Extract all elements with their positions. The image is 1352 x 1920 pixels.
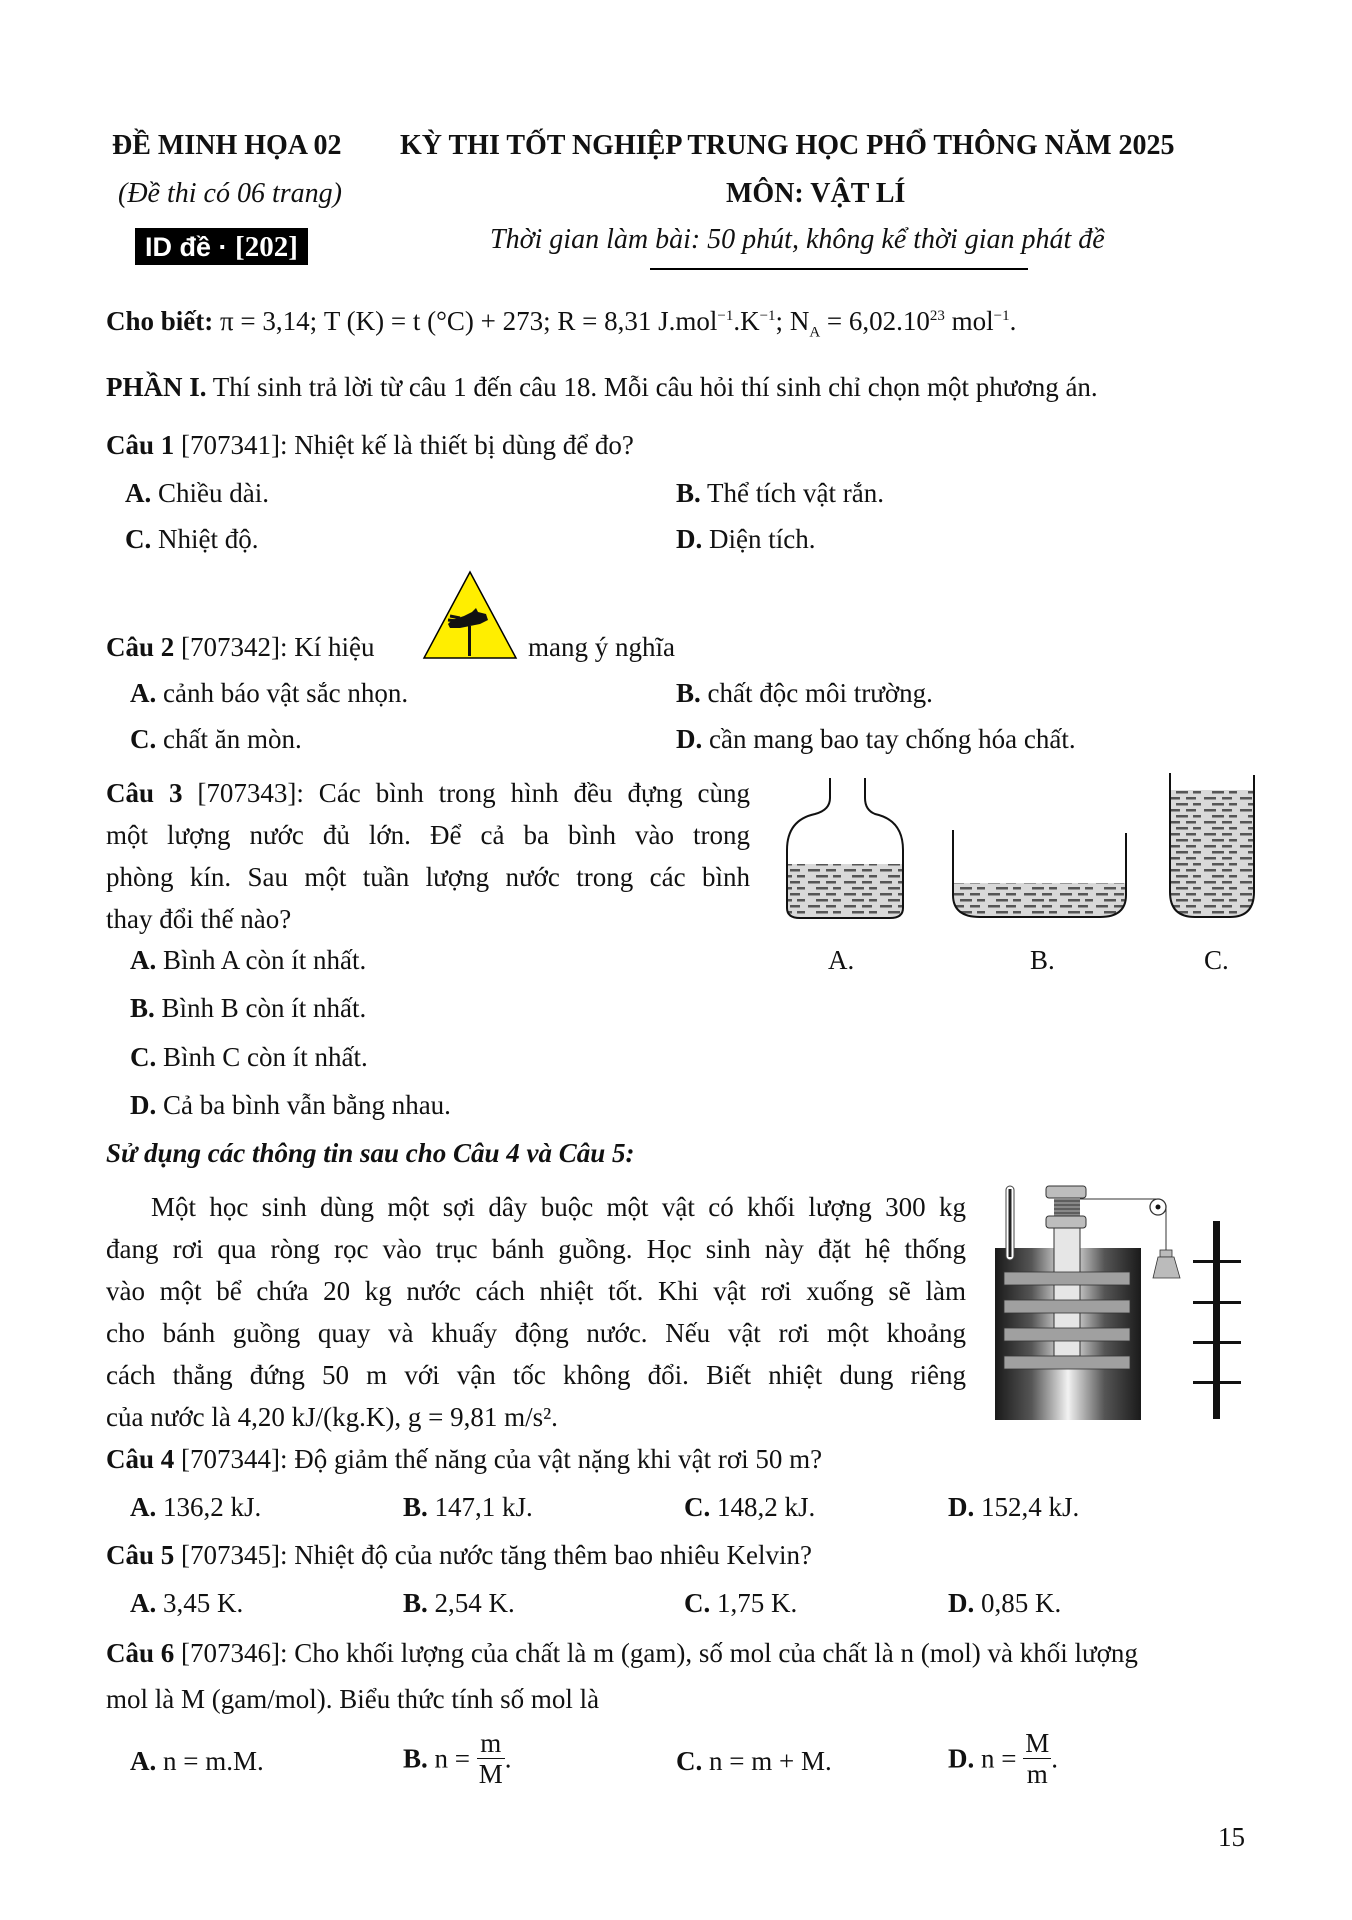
figure-label-c: C. [1204, 945, 1229, 975]
given-pi: π = 3,14; [220, 306, 318, 336]
question-3-stem-line2: một lượng nước đủ lớn. Để cả ba bình vào trong [106, 820, 750, 850]
part1-instruction: PHẦN I. Thí sinh trả lời từ câu 1 đến câu 18. Mỗi câu hỏi thí sinh chỉ chọn một phương án. [106, 372, 1098, 402]
question-4-stem: Câu 4 [707344]: Độ giảm thế năng của vật nặng khi vật rơi 50 m? [106, 1444, 823, 1474]
q6-option-c[interactable]: C. n = m + M. [676, 1746, 832, 1776]
q5-option-b[interactable]: B. 2,54 K. [403, 1588, 515, 1618]
q1-option-a[interactable]: A. Chiều dài. [125, 478, 269, 508]
q4-option-b[interactable]: B. 147,1 kJ. [403, 1492, 533, 1522]
q2-option-a[interactable]: A. cảnh báo vật sắc nhọn. [130, 678, 409, 708]
figure-label-a: A. [828, 945, 855, 975]
q3-option-a[interactable]: A. Bình A còn ít nhất. [130, 945, 367, 975]
question-1-stem: Câu 1 [707341]: Nhiệt kế là thiết bị dùng để đo? [106, 430, 634, 460]
container-c [1170, 773, 1254, 917]
q6-option-b[interactable]: B. n = $\frac{m}{M}$ . [403, 1728, 512, 1789]
question-6-stem-line2: mol là M (gam/mol). Biểu thức tính số mol là [106, 1684, 600, 1714]
q3-option-b[interactable]: B. Bình B còn ít nhất. [130, 993, 367, 1023]
q5-option-a[interactable]: A. 3,45 K. [130, 1588, 244, 1618]
q5-option-c[interactable]: C. 1,75 K. [684, 1588, 798, 1618]
given-na: $N_A = 6,02.10^{23}$ mol$^{-1}$. [789, 306, 1017, 341]
given-temp: T (K) = t (°C) + 273; [323, 306, 551, 336]
shared-info-line5: cách thẳng đứng 50 m với vận tốc không đổi. Biết nhiệt dung riêng [106, 1360, 966, 1390]
container-a [787, 778, 903, 918]
question-3-stem-line1: Câu 3 [707343]: Các bình trong hình đều đựng cùng [106, 778, 751, 808]
fraction-m-over-M: $\frac{m}{M}$ [478, 1728, 503, 1789]
figure-label-b: B. [1030, 945, 1055, 975]
exam-code: ĐỀ MINH HỌA 02 [112, 130, 342, 161]
exam-id-label: ID đề · [145, 232, 228, 262]
question-2-stem: Câu 2 [707342]: Kí hiệu [106, 632, 375, 662]
water-containers-figure [770, 770, 1270, 930]
container-b [953, 830, 1126, 917]
q2-option-b[interactable]: B. chất độc môi trường. [676, 678, 933, 708]
q4-option-a[interactable]: A. 136,2 kJ. [130, 1492, 262, 1522]
question-5-stem: Câu 5 [707345]: Nhiệt độ của nước tăng thêm bao nhiêu Kelvin? [106, 1540, 813, 1570]
q2-option-c[interactable]: C. chất ăn mòn. [130, 724, 302, 754]
q3-option-c[interactable]: C. Bình C còn ít nhất. [130, 1042, 368, 1072]
question-6-stem-line1: Câu 6 [707346]: Cho khối lượng của chất là m (gam), số mol của chất là n (mol) và khối lượng [106, 1638, 1138, 1668]
q3-option-d[interactable]: D. Cả ba bình vẫn bằng nhau. [130, 1090, 451, 1120]
question-3-stem-line4: thay đổi thế nào? [106, 904, 292, 934]
joule-apparatus-figure [980, 1180, 1280, 1440]
pages-note: (Đề thi có 06 trang) [118, 178, 342, 209]
q1-option-d[interactable]: D. Diện tích. [676, 524, 816, 554]
given-constants [106, 306, 1016, 341]
shared-info-line3: vào một bể chứa 20 kg nước cách nhiệt tốt. Khi vật rơi xuống sẽ làm [106, 1276, 966, 1306]
q4-option-d[interactable]: D. 152,4 kJ. [948, 1492, 1080, 1522]
time-note: Thời gian làm bài: 50 phút, không kể thời gian phát đề [490, 224, 1105, 255]
header-divider [650, 268, 1028, 270]
exam-id-value: [202] [235, 231, 298, 263]
shared-info-line1: Một học sinh dùng một sợi dây buộc một vật có khối lượng 300 kg [151, 1192, 966, 1222]
fraction-M-over-m: $\frac{M}{m}$ [1025, 1728, 1050, 1789]
q2-option-d[interactable]: D. cần mang bao tay chống hóa chất. [676, 724, 1076, 754]
subject-title: MÔN: VẬT LÍ [726, 178, 906, 209]
shared-info-line6: của nước là 4,20 kJ/(kg.K), g = 9,81 m/s². [106, 1402, 558, 1432]
q1-option-c[interactable]: C. Nhiệt độ. [125, 524, 259, 554]
exam-title: KỲ THI TỐT NGHIỆP TRUNG HỌC PHỔ THÔNG NĂM 2025 [400, 130, 1175, 161]
given-r: R = 8,31 $J.mol^{-1}.K^{-1}$; [557, 306, 784, 336]
q6-option-d[interactable]: D. n = $\frac{M}{m}$ . [948, 1728, 1058, 1789]
q5-option-d[interactable]: D. 0,85 K. [948, 1588, 1062, 1618]
q6-option-a[interactable]: A. n = m.M. [130, 1746, 264, 1776]
question-3-stem-line3: phòng kín. Sau một tuần lượng nước trong các bình [106, 862, 750, 892]
shared-info-line4: cho bánh guồng quay và khuấy động nước. Nếu vật rơi một khoảng [106, 1318, 966, 1348]
page-number: 15 [1218, 1822, 1245, 1852]
hand-warning-triangle-icon [420, 568, 520, 662]
given-label: Cho biết: [106, 306, 214, 336]
q4-option-c[interactable]: C. 148,2 kJ. [684, 1492, 816, 1522]
question-2-stem-cont: mang ý nghĩa [528, 632, 675, 662]
shared-info-line2: đang rơi qua ròng rọc vào trục bánh guồng. Học sinh này đặt hệ thống [106, 1234, 966, 1264]
q1-option-b[interactable]: B. Thể tích vật rắn. [676, 478, 884, 508]
exam-id-badge [135, 228, 308, 265]
shared-info-title: Sử dụng các thông tin sau cho Câu 4 và Câu 5: [106, 1138, 635, 1168]
